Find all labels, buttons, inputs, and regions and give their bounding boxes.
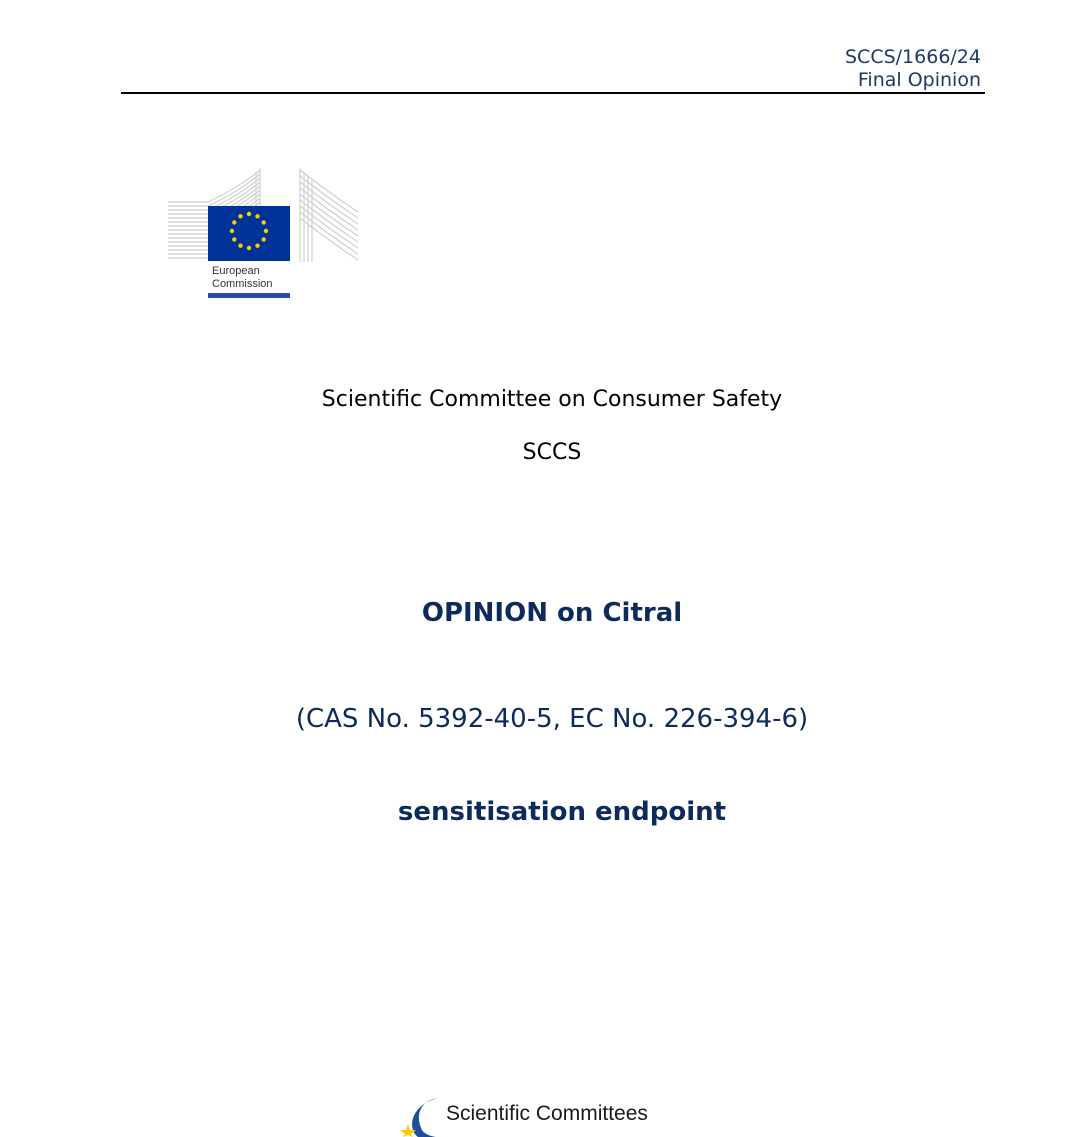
footer-logo-text: Scientific Committees [446, 1102, 648, 1125]
header-divider [121, 92, 985, 94]
committee-acronym: SCCS [522, 440, 582, 465]
committee-name: Scientific Committee on Consumer Safety [321, 387, 783, 412]
reference-number: SCCS/1666/24 [845, 46, 981, 68]
scientific-committees-logo [398, 1094, 658, 1137]
crescent-icon [398, 1094, 446, 1137]
european-commission-logo [168, 168, 360, 302]
opinion-title: OPINION on Citral [421, 598, 683, 628]
opinion-status: Final Opinion [857, 69, 981, 91]
ec-logo-line2: Commission [212, 278, 273, 290]
document-reference [845, 46, 981, 92]
substance-identifiers: (CAS No. 5392-40-5, EC No. 226-394-6) [295, 704, 809, 734]
opinion-subtitle: sensitisation endpoint [397, 797, 727, 827]
ec-logo-line1: European [212, 265, 260, 277]
ec-logo-bar [208, 293, 290, 298]
